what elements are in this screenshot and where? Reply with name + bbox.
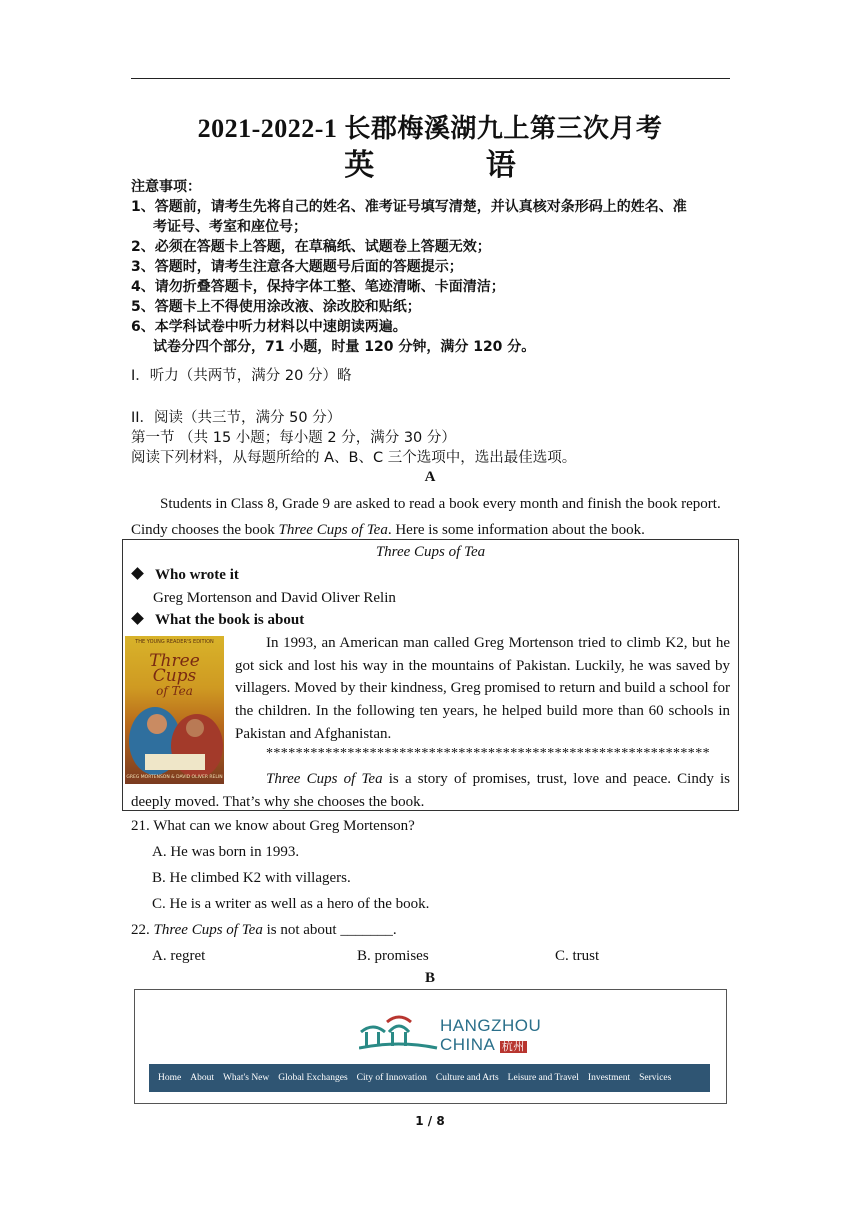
book-title: Three Cups of Tea — [266, 771, 383, 787]
nav-whats-new[interactable]: What's New — [222, 1073, 270, 1083]
intro-line: Cindy chooses the book Three Cups of Tea. Here is some information about the book. — [131, 522, 645, 538]
reading-section: II．阅读（共三节，满分 50 分） — [131, 410, 342, 426]
book-title: Three Cups of Tea — [278, 522, 388, 538]
option-a: A. regret — [152, 948, 206, 964]
hangzhou-website-image — [134, 989, 727, 1104]
diamond-bullet-icon — [131, 567, 144, 580]
nav-investment[interactable]: Investment — [587, 1073, 631, 1083]
what-heading: What the book is about — [133, 612, 304, 629]
star-divider: ************************************************************ — [266, 746, 710, 761]
box-title: Three Cups of Tea — [375, 544, 486, 560]
cover-title: Three Cups of Tea — [149, 651, 200, 698]
reading-instruction: 阅读下列材料，从每题所给的 A、B、C 三个选项中，选出最佳选项。 — [131, 450, 577, 466]
option-a: A. He was born in 1993. — [152, 844, 300, 860]
top-rule — [131, 78, 730, 79]
authors: Greg Mortenson and David Oliver Relin — [153, 590, 396, 606]
nav-leisure-and-travel[interactable]: Leisure and Travel — [507, 1073, 579, 1083]
notice-heading: 注意事项： — [131, 179, 201, 195]
notice-item: 4、请勿折叠答题卡，保持字体工整、笔迹清晰、卡面清洁； — [131, 279, 505, 295]
listening-section: I．听力（共两节，满分 20 分）略 — [131, 368, 352, 384]
nav-home[interactable]: Home — [158, 1073, 182, 1083]
page-number: 1 / 8 — [415, 1114, 445, 1128]
closing-paragraph: Three Cups of Tea is a story of promises, trust, love and peace. Cindy is deeply moved. That’s why she chooses the book. — [131, 771, 731, 810]
option-b: B. promises — [357, 948, 429, 964]
option-c: C. trust — [555, 948, 600, 964]
cover-illustration — [125, 696, 224, 776]
nav-city-of-innovation[interactable]: City of Innovation — [356, 1073, 427, 1083]
option-b: B. He climbed K2 with villagers. — [152, 870, 351, 886]
nav-services[interactable]: Services — [639, 1073, 672, 1083]
nav-global-exchanges[interactable]: Global Exchanges — [278, 1073, 348, 1083]
nav-culture-and-arts[interactable]: Culture and Arts — [435, 1073, 499, 1083]
logo-cn: 杭州 — [501, 1041, 525, 1053]
notice-item: 2、必须在答题卡上答题，在草稿纸、试题卷上答题无效； — [131, 239, 491, 255]
hangzhou-logo-text: HANGZHOU CHINA 杭州 — [440, 1016, 542, 1054]
book-info-box — [122, 539, 739, 811]
exam-title: 2021-2022-1 长郡梅溪湖九上第三次月考 — [197, 114, 663, 143]
nav-about[interactable]: About — [190, 1073, 214, 1083]
passage-b-label: B — [424, 970, 435, 986]
who-heading: Who wrote it — [133, 567, 239, 584]
book-summary: In 1993, an American man called Greg Mortenson tried to climb K2, but he got sick and lost his way in the mountains of Pakistan. Luckily, he was saved by villagers. Moved by their kindness, Greg promised to return and build a school for the children. In the following ten years, he helped build more than 60 schools in Pakistan and Afghanistan. — [235, 635, 730, 742]
notice-item: 6、本学科试卷中听力材料以中速朗读两遍。 — [131, 319, 407, 335]
cover-authors: GREG MORTENSON & DAVID OLIVER RELIN — [126, 775, 223, 780]
subject-title: 英 语 — [344, 149, 568, 182]
intro-line: Students in Class 8, Grade 9 are asked to read a book every month and finish the book report. — [160, 496, 721, 512]
option-c: C. He is a writer as well as a hero of the book. — [152, 896, 430, 912]
notice-item: 5、答题卡上不得使用涂改液、涂改胶和贴纸； — [131, 299, 421, 315]
hangzhou-logo-icon — [359, 1012, 439, 1054]
question-21: 21. What can we know about Greg Mortenson? — [131, 818, 415, 834]
notice-item: 考证号、考室和座位号； — [153, 219, 307, 235]
part-one-heading: 第一节 （共 15 小题；每小题 2 分，满分 30 分） — [131, 430, 456, 446]
notice-item: 3、答题时，请考生注意各大题题号后面的答题提示； — [131, 259, 463, 275]
diamond-bullet-icon — [131, 612, 144, 625]
question-22: 22. Three Cups of Tea is not about _______. — [131, 922, 397, 938]
site-nav-bar — [149, 1064, 710, 1092]
cover-edition: THE YOUNG READER'S EDITION — [135, 639, 214, 645]
notice-item: 试卷分四个部分，71 小题，时量 120 分钟，满分 120 分。 — [153, 339, 536, 355]
notice-block — [131, 177, 741, 357]
notice-item: 1、答题前，请考生先将自己的姓名、准考证号填写清楚，并认真核对条形码上的姓名、准 — [131, 199, 687, 215]
passage-a-label: A — [424, 469, 436, 485]
book-cover-image — [125, 636, 224, 784]
passage-a-intro — [131, 491, 731, 543]
